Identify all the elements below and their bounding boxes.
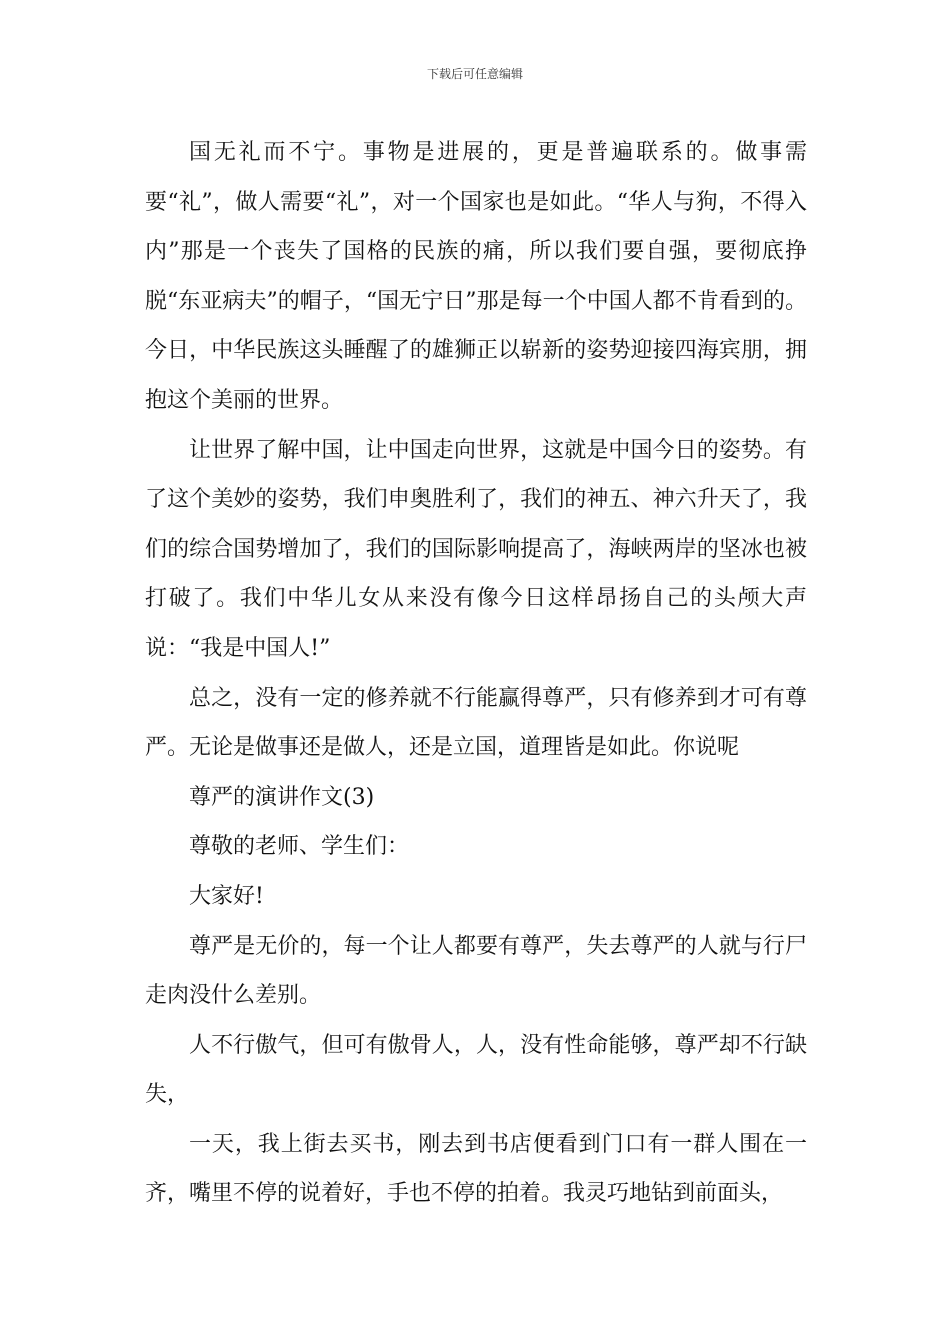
salutation: 尊敬的老师、学生们： <box>189 834 410 860</box>
page-header: 下载后可任意编辑 <box>426 67 523 81</box>
paragraph: 一天，我上街去买书，刚去到书店便看到门口有一群人围在一齐，嘴里不停的说着好，手也不停的拍着。我灵巧地钻到前面头， <box>145 1131 807 1207</box>
paragraph: 国无礼而不宁。事物是进展的，更是普遍联系的。做事需要“礼”，做人需要“礼”，对一个国家也是如此。“华人与狗，不得入内”那是一个丧失了国格的民族的痛，所以我们要自强，要彻底挣脱“东亚病夫”的帽子，“国无宁日”那是每一个中国人都不肯看到的。今日，中华民族这头睡醒了的雄狮正以崭新的姿势迎接四海宾朋，拥抱这个美丽的世界。 <box>145 140 807 413</box>
document-body <box>145 128 807 1219</box>
paragraph: 让世界了解中国，让中国走向世界，这就是中国今日的姿势。有了这个美妙的姿势，我们申奥胜利了，我们的神五、神六升天了，我们的综合国势增加了，我们的国际影响提高了，海峡两岸的坚冰也被打破了。我们中华儿女从来没有像今日这样昂扬自己的头颅大声说：“我是中国人!” <box>145 437 807 661</box>
paragraph: 人不行傲气，但可有傲骨人，人，没有性命能够，尊严却不行缺失， <box>145 1032 807 1108</box>
section-title: 尊严的演讲作文(3) <box>189 784 375 810</box>
paragraph: 总之，没有一定的修养就不行能赢得尊严，只有修养到才可有尊严。无论是做事还是做人，还是立国，道理皆是如此。你说呢 <box>145 685 807 761</box>
paragraph: 尊严是无价的，每一个让人都要有尊严，失去尊严的人就与行尸走肉没什么差别。 <box>145 933 807 1009</box>
greeting: 大家好! <box>189 883 264 909</box>
